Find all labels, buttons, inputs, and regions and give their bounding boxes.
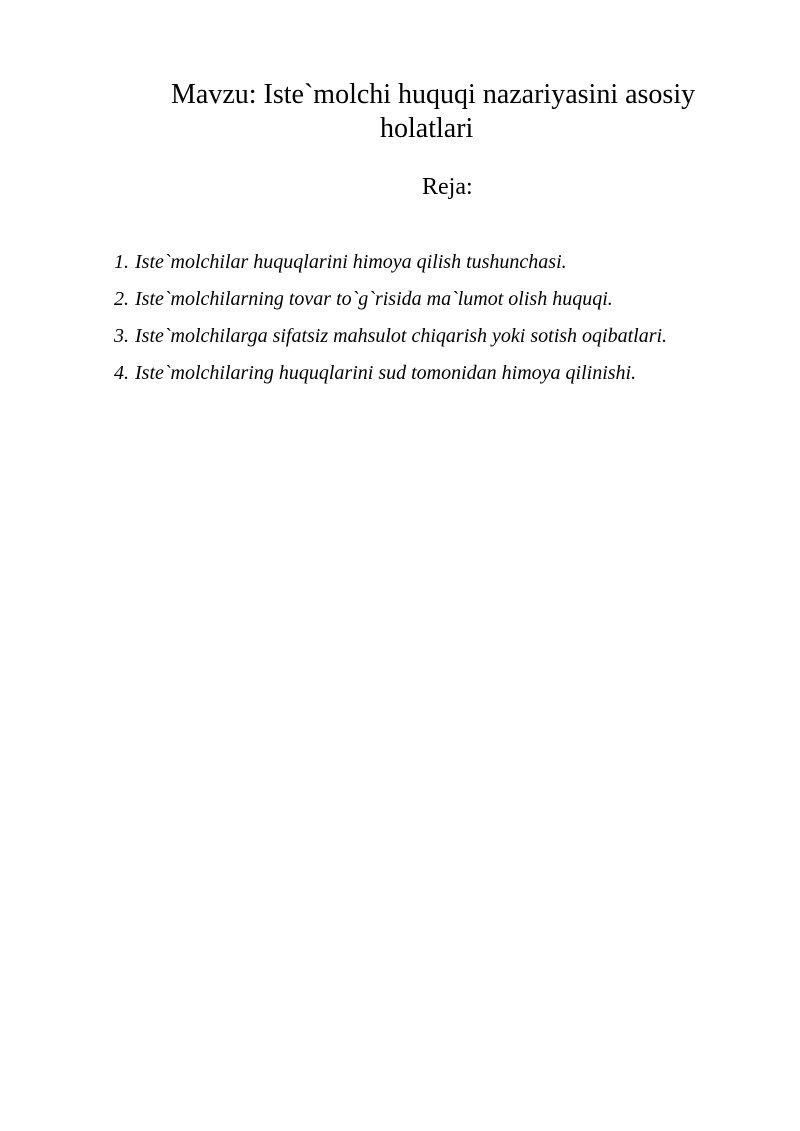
plan-item-4 xyxy=(114,355,667,392)
plan-item-number: 3. xyxy=(114,325,129,347)
plan-item-text: Iste`molchilarga sifatsiz mahsulot chiqarish yoki sotish oqibatlari. xyxy=(135,325,668,347)
plan-item-number: 1. xyxy=(114,251,129,273)
page-title xyxy=(130,78,766,146)
plan-item-text: Iste`molchilaring huquqlarini sud tomonidan himoya qilinishi. xyxy=(135,362,637,384)
plan-heading: Reja: xyxy=(422,174,473,200)
plan-item-number: 2. xyxy=(114,288,129,310)
plan-list xyxy=(114,244,667,392)
title-line-1: Mavzu: Iste`molchi huquqi nazariyasini asosiy xyxy=(171,79,696,110)
plan-item-text: Iste`molchilar huquqlarini himoya qilish tushunchasi. xyxy=(135,251,567,273)
plan-item-2 xyxy=(114,281,667,318)
plan-item-1 xyxy=(114,244,667,281)
plan-item-number: 4. xyxy=(114,362,129,384)
plan-item-3 xyxy=(114,318,667,355)
title-line-2: holatlari xyxy=(380,113,474,144)
plan-item-text: Iste`molchilarning tovar to`g`risida ma`lumot olish huquqi. xyxy=(135,288,613,310)
